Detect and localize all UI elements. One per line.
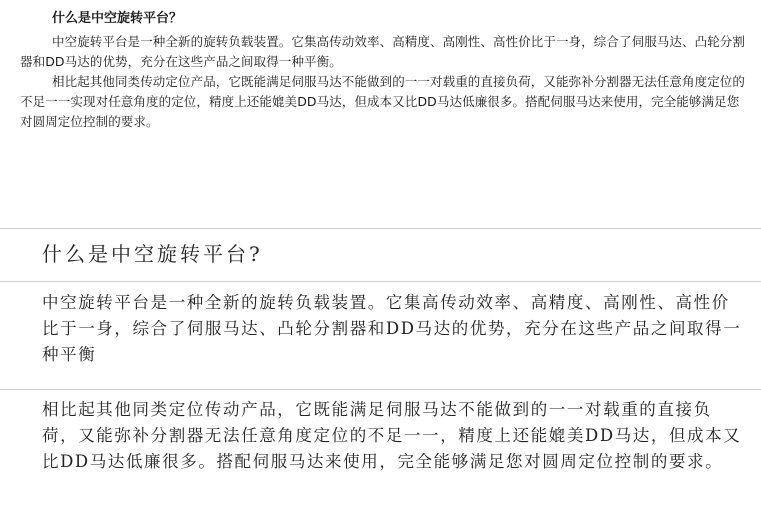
upper-article <box>20 10 745 132</box>
lower-paragraph-2: 相比起其他同类定位传动产品，它既能满足伺服马达不能做到的一一对载重的直接负荷，又能弥补分割器无法任意角度定位的不足一一，精度上还能媲美DD马达，但成本又比DD马达低廉很多。搭配伺服马达来使用，完全能够满足您对圆周定位控制的要求。 <box>42 400 742 471</box>
lower-paragraph-1: 中空旋转平台是一种全新的旋转负载装置。它集高传动效率、高精度、高刚性、高性价比于一身，综合了伺服马达、凸轮分割器和DD马达的优势，充分在这些产品之间取得一种平衡 <box>42 293 742 364</box>
lower-heading: 什么是中空旋转平台? <box>42 242 263 266</box>
upper-heading: 什么是中空旋转平台？ <box>52 11 183 26</box>
section-divider-heading <box>0 281 761 282</box>
section-divider-top <box>0 228 761 229</box>
section-divider-paragraph <box>0 389 761 390</box>
upper-paragraph-2: 相比起其他同类传动定位产品，它既能满足伺服马达不能做到的一一对载重的直接负荷，又能弥补分割器无法任意角度定位的不足一一实现对任意角度的定位，精度上还能媲美DD马达，但成本又比DD马达低廉很多。搭配伺服马达来使用，完全能够满足您对圆周定位控制的要求。 <box>20 74 746 129</box>
upper-paragraph-1: 中空旋转平台是一种全新的旋转负载装置。它集高传动效率、高精度、高刚性、高性价比于一身，综合了伺服马达、凸轮分割器和DD马达的优势，充分在这些产品之间取得一种平衡。 <box>20 34 746 69</box>
